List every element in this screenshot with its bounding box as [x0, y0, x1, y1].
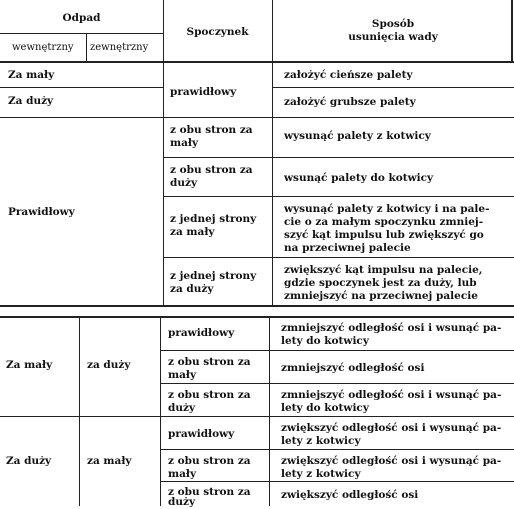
- s1-row-rule-1: [0, 87, 163, 88]
- s2-row-rule-2: [160, 383, 514, 384]
- s2-g2-zew: za mały: [87, 455, 132, 467]
- s2-g2-r2-remedy-l1: zwiększyć odległość osi i wysunąć pa-: [281, 455, 502, 467]
- s2-g2-wew: Za duży: [6, 455, 52, 467]
- s2-row-rule-1: [160, 350, 514, 351]
- header-spoczynek: Spoczynek: [186, 26, 249, 38]
- header-bottom-rule: [0, 61, 514, 63]
- s2-col-divider-1: [160, 318, 161, 506]
- s2-top-rule: [0, 316, 514, 318]
- s1-r1-spoczynek-l2: mały: [170, 137, 199, 149]
- s1-row-rule-3: [163, 157, 514, 158]
- s1-r2-remedy: wsunąć palety do kotwicy: [284, 172, 434, 184]
- s2-row-rule-5: [160, 481, 514, 482]
- header-odpad-divider: [0, 33, 163, 34]
- s2-g1-r2-spoczynek-l2: mały: [168, 369, 197, 381]
- s2-g2-r3-spoczynek-l1: z obu stron za: [168, 486, 251, 498]
- s1-r3-remedy-l1: wysunąć palety z kotwicy i na pale-: [284, 203, 490, 215]
- s1-r4-spoczynek-l1: z jednej strony: [170, 270, 257, 282]
- s2-g2-r2-remedy-l2: lety z kotwicy: [281, 468, 361, 480]
- s2-g1-r1-remedy-l2: lety do kotwicy: [281, 335, 369, 347]
- s2-col-divider-0: [79, 318, 80, 506]
- s1-bottom-rule: [0, 305, 514, 307]
- s1-r2-spoczynek-l2: duży: [170, 177, 198, 189]
- s1-row-rule-2: [0, 117, 514, 118]
- s1-r1-spoczynek-l1: z obu stron za: [170, 124, 253, 136]
- s2-g1-r1-spoczynek: prawidłowy: [168, 327, 235, 339]
- s2-g1-r3-remedy-l1: zmniejszyć odległość osi i wsunąć pa-: [281, 389, 502, 401]
- s1-r4-remedy-l1: zwiększyć kąt impulsu na palecie,: [284, 264, 483, 276]
- s1-odpad-prawidlowy: Prawidłowy: [8, 206, 75, 218]
- header-wew-zew-divider: [86, 33, 87, 61]
- s1-row-rule-5: [163, 257, 514, 258]
- s2-g2-r3-spoczynek-l2: duży: [168, 496, 196, 508]
- s2-row-rule-3: [0, 416, 514, 417]
- s1-r3-spoczynek-l2: za mały: [170, 226, 215, 238]
- s1-col-divider-1: [163, 62, 164, 305]
- s2-g1-r3-remedy-l2: lety do kotwicy: [281, 402, 369, 414]
- s2-col-divider-2: [269, 318, 270, 506]
- s2-g2-r1-remedy-l2: lety z kotwicy: [281, 435, 361, 447]
- header-sposob-line2: usunięcia wady: [348, 31, 438, 43]
- s1-r1-remedy: wysunąć palety z kotwicy: [284, 130, 431, 142]
- s1-row-rule-4: [163, 196, 514, 197]
- s1-r3-spoczynek-l1: z jednej strony: [170, 213, 257, 225]
- s1-r3-remedy-l2: cie o za małym spoczynku zmniej-: [284, 216, 484, 228]
- s1-r4-remedy-l3: zmniejszyć na przeciwnej palecie: [284, 290, 478, 302]
- s1-remedy-ciensze: założyć cieńsze palety: [284, 69, 413, 81]
- s1-r4-remedy-l2: gdzie spoczynek jest za duży, lub: [284, 277, 477, 289]
- s2-g1-r1-remedy-l1: zmniejszyć odległość osi i wsunąć pa-: [281, 322, 502, 334]
- header-zewnetrzny: zewnętrzny: [90, 42, 149, 53]
- s2-g2-r2-spoczynek-l1: z obu stron za: [168, 455, 251, 467]
- s1-col-divider-2: [272, 62, 273, 305]
- header-sposob-line1: Sposób: [371, 18, 415, 30]
- s1-r3-remedy-l4: na przeciwnej palecie: [284, 242, 411, 254]
- s1-row-rule-1b: [272, 87, 514, 88]
- s2-g2-r2-spoczynek-l2: mały: [168, 468, 197, 480]
- s2-g1-zew: za duży: [87, 359, 131, 371]
- header-odpad: Odpad: [62, 12, 101, 24]
- s1-odpad-za-maly: Za mały: [8, 69, 55, 81]
- s1-r3-remedy-l3: szyć kąt impulsu lub zwiększyć go: [284, 229, 484, 241]
- s2-g2-r1-remedy-l1: zwiększyć odległość osi i wysunąć pa-: [281, 422, 502, 434]
- header-wewnetrzny: wewnętrzny: [12, 42, 74, 53]
- s1-odpad-za-duzy: Za duży: [8, 95, 54, 107]
- s2-g2-r3-remedy: zwiększyć odległość osi: [281, 489, 419, 501]
- s2-g2-r1-spoczynek: prawidłowy: [168, 428, 235, 440]
- s1-spoczynek-prawidlowy: prawidłowy: [170, 86, 237, 98]
- s1-r4-spoczynek-l2: za duży: [170, 283, 214, 295]
- s2-g1-r2-remedy: zmniejszyć odległość osi: [281, 362, 425, 374]
- s1-r2-spoczynek-l1: z obu stron za: [170, 164, 253, 176]
- s2-g1-r3-spoczynek-l1: z obu stron za: [168, 389, 251, 401]
- s2-row-rule-4: [160, 449, 514, 450]
- s2-g1-r3-spoczynek-l2: duży: [168, 402, 196, 414]
- s2-g1-wew: Za mały: [6, 359, 53, 371]
- s1-remedy-grubsze: założyć grubsze palety: [284, 96, 416, 108]
- s2-g1-r2-spoczynek-l1: z obu stron za: [168, 356, 251, 368]
